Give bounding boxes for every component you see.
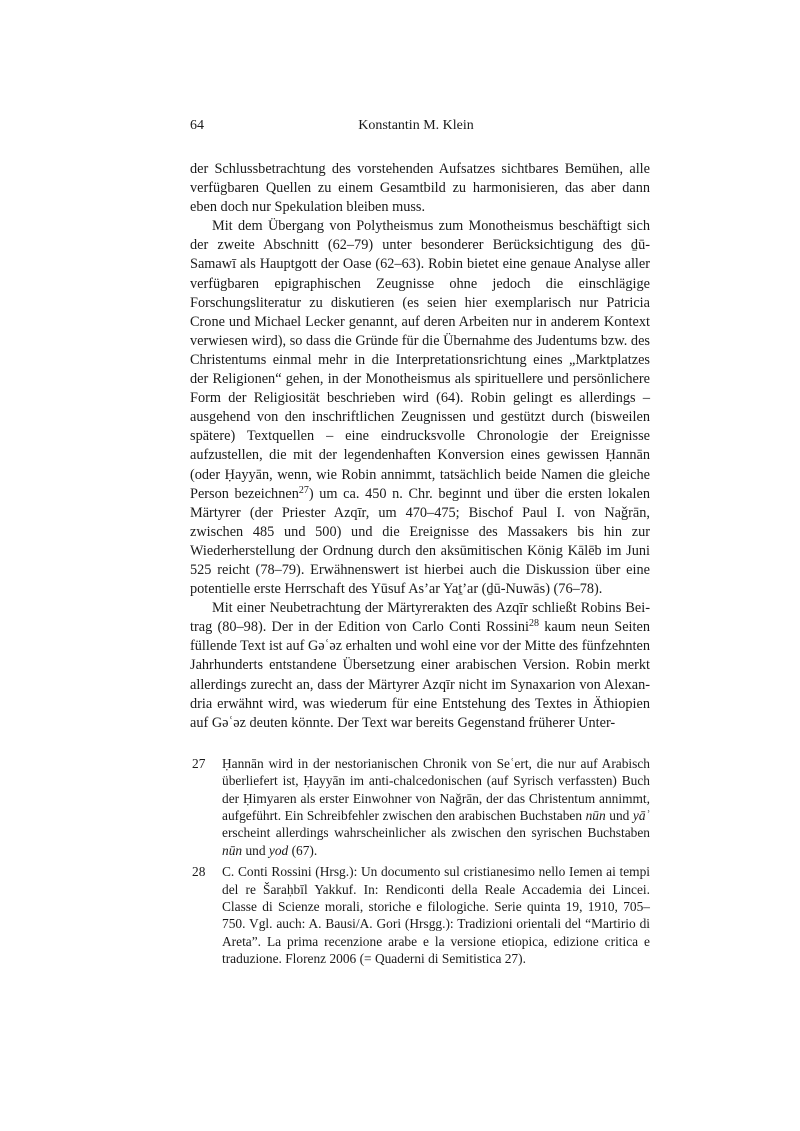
footnote-number: 28 [192, 864, 206, 880]
footnote-27-term-2: yāʾ [632, 808, 651, 824]
footnote-text [222, 755, 650, 859]
paragraph-2-text-b: ) um ca. 450 n. Chr. beginnt und über die ersten lokalen Märtyrer (der Priester Azqīr, um 470–475; Bischof Paul I. von Naǧrān, zwischen 485 und 500) und die Ereignisse des Massakers bis hin zur Wiederherstellung der Ordnung durch den aksūmitischen König Kālēb im Juni 525 reicht (78–79). Erwähnenswert ist hierbei auch die Diskussion über eine potentielle erste Herrschaft des Yūsuf As’ar Yaṯ’ar (ḏū-Nuwās) (76–78). [190, 485, 650, 598]
paragraph-3-text-a: Mit einer Neubetrachtung der Märtyrerakten des Azqīr schließt Robins Beitrag (80–98). Der in der Edition von Carlo Conti Rossini [190, 600, 650, 636]
footnote-27-part-1: Ḥannān wird in der nestorianischen Chronik von Seʿert, die nur auf Arabisch überliefert ist, Ḥayyān im anti-chalcedonischen (auf Syrisch verfassten) Buch der Ḥimyaren als erster Einwohner von Naǧrān, der das Christentum annimmt, aufgeführt. Ein Schreibfehler zwischen den arabischen Buchstaben [222, 755, 650, 824]
footnote-ref-27[interactable]: 27 [298, 484, 309, 496]
footnote-27-term-1: nūn [585, 808, 606, 824]
footnote-27-term-3: nūn [222, 842, 243, 858]
footnotes [190, 755, 650, 968]
paragraph-2-text-a: Mit dem Übergang von Polytheismus zum Monotheismus beschäftigt sich der zweite Abschnitt (62–79) unter besonderer Berücksichtigung des ḏū-Samawī als Hauptgott der Oase (62–63). Robin bietet eine genaue Analyse aller verfügbaren epigraphischen Zeugnisse ohne jedoch die einschlägige Forschungsliteratur zu diskutieren (es seien hier exemplarisch nur Patricia Crone und Michael Lecker genannt, auf deren Arbeiten nur in anderem Kontext verwiesen wird), so dass die Gründe für die Übernahme des Judentums bzw. des Christentums einmal mehr in die Interpretationsrichtung eines „Marktplatzes der Religionen“ gehen, in der Monotheismus als spirituellere und persönlichere Form der Religiosität beschrieben wird (64). Robin gelingt es allerdings – ausgehend von den inschriftlichen Zeugnissen und gestützt durch (bisweilen spätere) Textquellen – eine eindrucksvolle Chronologie der Ereignisse aufzustellen, die mit der legendenhaften Konversion eines gewissen Ḥannān (oder Ḥayyān, wenn, wie Robin annimmt, tatsächlich beide Namen die gleiche Person bezeichnen [190, 218, 650, 502]
footnote-28 [190, 863, 650, 967]
page-number: 64 [190, 118, 204, 133]
paragraph-2 [190, 217, 650, 599]
footnote-text: C. Conti Rossini (Hrsg.): Un documento sul cristianesimo nello Iemen ai tempi del re Šaraḥbīl Yakkuf. In: Rendiconti della Reale Accademia dei Lincei. Classe di Scienze morali, storiche e filologiche. Serie quinta 19, 1910, 705–750. Vgl. auch: A. Bausi/A. Gori (Hrsgg.): Tradizioni orientali del “Martirio di Areta”. La prima recenzione arabe e la versione etiopica, edizione critica e traduzione. Florenz 2006 (= Quaderni di Semitistica 27). [222, 864, 650, 967]
footnote-number: 27 [192, 755, 206, 771]
paragraph-3-text-b: kaum neun Seiten füllende Text ist auf Gəʿəz erhalten und wohl eine vor der Mitte des fünfzehnten Jahrhunderts entstandene Übersetzung einer arabischen Version. Robin merkt allerdings zurecht an, dass der Märtyrer Azqīr nicht im Synaxarion von Alexandria erwähnt wird, was wiederum für eine Entstehung des Textes in Äthiopien auf Gəʿəz deuten könnte. Der Text war bereits Gegenstand früherer Unter- [190, 619, 651, 731]
running-head-author: Konstantin M. Klein [358, 118, 474, 133]
footnote-27-part-3: erscheint allerdings wahrscheinlicher als zwischen den syrischen Buchstaben [222, 825, 650, 841]
footnote-27 [190, 755, 650, 859]
footnote-ref-28[interactable]: 28 [529, 618, 539, 630]
running-header [190, 118, 650, 140]
footnote-27-term-4: yod [268, 842, 289, 858]
paragraph-1: der Schlussbetrachtung des vorstehenden Aufsatzes sichtbares Bemühen, alle verfügbaren Quellen zu einem Gesamtbild zu harmonisieren, das aber dann eben doch nur Spekulation bleiben muss. [190, 161, 650, 216]
book-page [190, 118, 650, 972]
footnote-27-part-2: und [605, 808, 633, 824]
paragraph-3 [190, 599, 650, 733]
main-text [190, 160, 650, 733]
footnote-27-part-4: und [242, 842, 269, 858]
footnote-27-part-5: (67). [288, 842, 318, 858]
